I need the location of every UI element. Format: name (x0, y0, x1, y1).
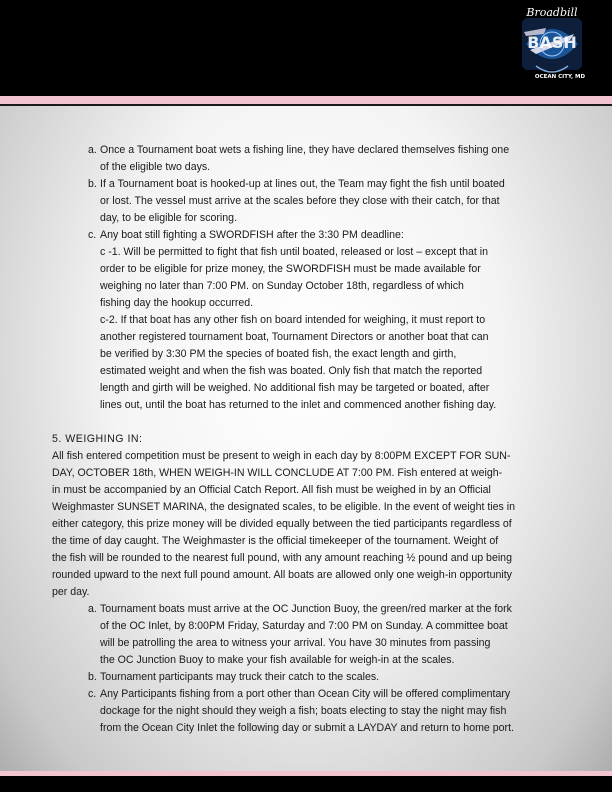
text-line: All fish entered competition must be present to weigh in each day by 8:00PM EXCEPT FOR SUN- (52, 450, 511, 462)
list-marker: c. (88, 229, 97, 241)
spacer (52, 414, 564, 431)
text-line: weighing no later than 7:00 PM. on Sunday October 18th, regardless of which (100, 280, 464, 292)
list-marker: c. (88, 688, 97, 700)
text-line: of the eligible two days. (100, 161, 211, 173)
section-title: 5. WEIGHING IN: (52, 433, 143, 445)
text-line: day, to be eligible for scoring. (100, 212, 238, 224)
text-line: If a Tournament boat is hooked-up at lines out, the Team may fight the fish until boated (100, 178, 505, 190)
text-line: from the Ocean City Inlet the following day or submit a LAYDAY and return to home port. (100, 722, 514, 734)
text-line: either category, this prize money will be divided equally between the tied participants regardless of (52, 518, 512, 530)
weigh-in-item-a (52, 601, 564, 669)
header-pink-stripe (0, 96, 612, 106)
rule-item-c (52, 227, 564, 414)
text-line: Any Participants fishing from a port other than Ocean City will be offered complimentary (100, 688, 511, 700)
section-paragraph (52, 448, 564, 601)
rule-item-b (52, 176, 564, 227)
rule-item-a (52, 142, 564, 176)
tournament-logo (516, 4, 588, 84)
text-line: order to be eligible for prize money, the SWORDFISH must be made available for (100, 263, 481, 275)
text-line: Tournament boats must arrive at the OC Junction Buoy, the green/red marker at the fork (100, 603, 512, 615)
text-line: the time of day caught. The Weighmaster is the official timekeeper of the tournament. Weight of (52, 535, 499, 547)
text-line: Weighmaster SUNSET MARINA, the designated scales, to be eligible. In the event of weight ties in (52, 501, 516, 513)
text-line: c-2. If that boat has any other fish on board intended for weighing, it must report to (100, 314, 486, 326)
text-line: the fish will be rounded to the nearest full pound, with any amount reaching ½ pound and up being (52, 552, 512, 564)
list-marker: a. (88, 603, 97, 615)
text-line: will be patrolling the area to witness your arrival. You have 30 minutes from passing (100, 637, 491, 649)
text-line: be verified by 3:30 PM the species of boated fish, the exact length and girth, (100, 348, 457, 360)
text-line: Once a Tournament boat wets a fishing line, they have declared themselves fishing one (100, 144, 510, 156)
text-line: in must be accompanied by an Official Catch Report. All fish must be weighed in by an Official (52, 484, 491, 496)
text-line: Any boat still fighting a SWORDFISH after the 3:30 PM deadline: (100, 229, 404, 241)
text-line: or lost. The vessel must arrive at the scales before they close with their catch, for that (100, 195, 500, 207)
logo-location-text: OCEAN CITY, MD (534, 74, 586, 80)
rules-content (52, 142, 564, 737)
text-line: length and girth will be weighed. No additional fish may be targeted or boated, after (100, 382, 490, 394)
text-line: of the OC Inlet, by 8:00PM Friday, Saturday and 7:00 PM on Sunday. A committee boat (100, 620, 508, 632)
list-marker: a. (88, 144, 97, 156)
text-line: Tournament participants may truck their catch to the scales. (100, 671, 380, 683)
text-line: rounded upward to the next full pound amount. All boats are allowed only one weigh-in opportunity (52, 569, 512, 581)
footer-bar (0, 776, 612, 792)
text-line: lines out, until the boat has returned to the inlet and commenced another fishing day. (100, 399, 497, 411)
text-line: the OC Junction Buoy to make your fish available for weigh-in at the scales. (100, 654, 455, 666)
logo-main-text: BASH (527, 33, 577, 52)
weigh-in-item-b (52, 669, 564, 686)
text-line: per day. (52, 586, 90, 598)
text-line: estimated weight and when the fish was boated. Only fish that match the reported (100, 365, 483, 377)
text-line: DAY, OCTOBER 18th, WHEN WEIGH-IN WILL CONCLUDE AT 7:00 PM. Fish entered at weigh- (52, 467, 503, 479)
text-line: c -1. Will be permitted to fight that fish until boated, released or lost – except that in (100, 246, 489, 258)
text-line: fishing day the hookup occurred. (100, 297, 254, 309)
weigh-in-item-c (52, 686, 564, 737)
list-marker: b. (88, 178, 97, 190)
logo-script-text: Broadbill (526, 6, 578, 19)
text-line: another registered tournament boat, Tournament Directors or another boat that can (100, 331, 489, 343)
list-marker: b. (88, 671, 97, 683)
text-line: dockage for the night should they weigh a fish; boats electing to stay the night may fish (100, 705, 507, 717)
